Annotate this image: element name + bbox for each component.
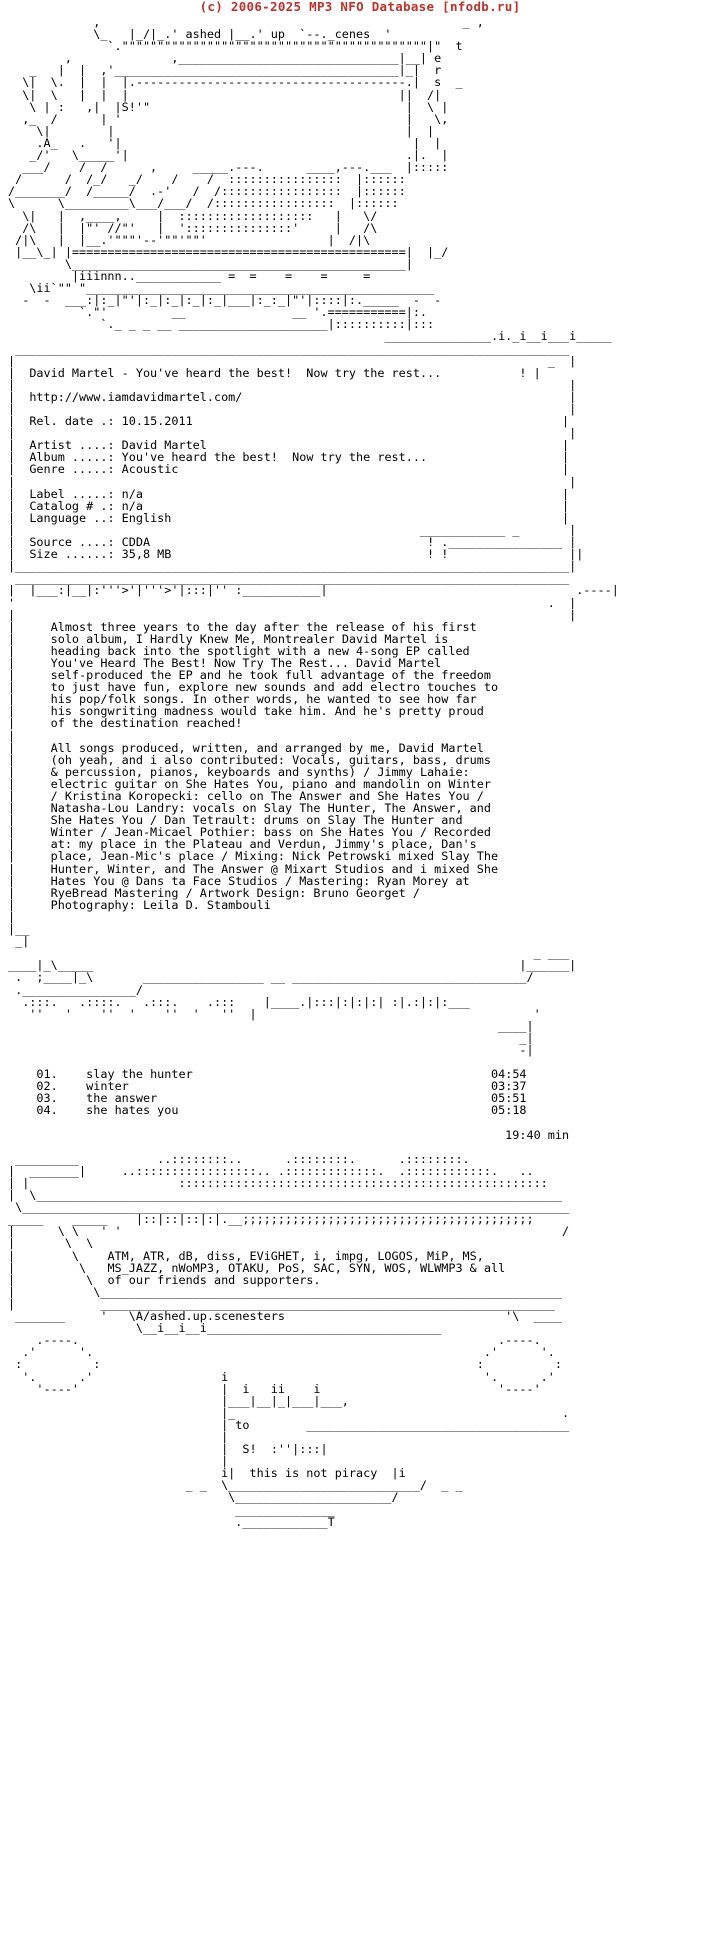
desc-line-7: his pop/folk songs. In other words, he wanted to see how far — [50, 692, 477, 707]
logo-line-23: \ii`"" "_________________________________________________ — [8, 281, 435, 296]
rel-date-label: Rel. date .: — [29, 414, 115, 429]
track-2-num: 02. — [36, 1079, 58, 1094]
track-1-time: 04:54 — [491, 1067, 527, 1082]
section-greets-art: |::|::|::|:|.__;;;;;;;;;;;;;;;;;;;;;;;;;;;;;;;;;;;;;;;;; — [135, 1212, 534, 1227]
desc-line-6: to just have fun, explore new sounds and add electro touches to — [50, 680, 499, 695]
catalog-label: Catalog # .: — [29, 498, 115, 513]
logo-line-12: _/' \_____'| .|. | — [8, 148, 449, 163]
greets-line-3: of our friends and supporters. — [107, 1272, 321, 1287]
logo-line-24: - - ___:|:_|"'|:_|:_|:_|:_|___|:_:_|"'|::::|:._____ - - — [8, 293, 442, 308]
nfo-document: , _ , \_ |_/|_.' ashed |__.' up `--._cenes ' `."""""""""""""""""""""""""""""""""""""""""""|" t , ,_______________________________|__| e _ | | ,'________________________________________|_| r \| \. | | |.--------------------------------------.| s _ \| \ | | | || /| \ | : ,| |S!'" | \ | ,_ / | ' | \, \| | | | .A_ . '| | | _/' \_____'| .|. | ___/ / / , _____.---. ____,---.___ |::::: / / /_/ _/ / / :::::::::::::::: |:::::: /_______/ /_____/ .-' / /::::::::::::::::: |:::::: \ \_________\___/___/ /::::::::::::::::: |:::::: \| | ,____, | ::::::::::::::::::: | \/ /\ | |"' //"' | ':::::::::::::::' | /\ /|\ | |__.'"""'--'""'""' | /|\ |__\_| |===============================================| |_/ \_______________________________________________| |iiinnn..____________ = = = = = \ii`"" "_________________________________________________ - - ___:|:_|"'|:_|:_|:_|:_|___|:_:_|"'|::::|:._____ - - `."' __ __ '.===========|:. `._ _ _ __ _____________________|::::::::::|::: _______________.i._i__i___i_____ ______________________________________________________________________________ | _ | | David Martel - You've heard the best! Now try the rest... ! | | | | http://www.iamdavidmartel.com/ | | | | Rel. date .: 10.15.2011 | | | | Artist ....: David Martel | | Album .....: You've heard the best! Now try the rest... | | Genre .....: Acoustic | | | | Label .....: n/a | | Catalog # .: n/a | | Language ..: English | | ____________ _ | | Source ....: CDDA ! .________________ | | Size ......: 35,8 MB ! ! || |______________________________________________________________________________| ______________________________________________________________________________ | |___:|__|:'''>'|'''>'|:::|'' :___________| .----| ' . | | | | Almost three years to the day after the release of his first | solo album, I Hardly Knew Me, Montrealer David Martel is | heading back into the spotlight with a new 4-song EP called | You've Heard The Best! Now Try The Rest... David Martel | self-produced the EP and he took full advantage of the freedom | to just have fun, explore new sounds and add electro touches to | his pop/folk songs. In other words, he wanted to see how far | his songwriting madness would take him. And he's pretty proud | of the destination reached! | | All songs produced, written, and arranged by me, David Martel | (oh yeah, and i also contributed: Vocals, guitars, bass, drums | & percussion, pianos, keyboards and synths) / Jimmy Lahaie: | electric guitar on She Hates You, piano and mandolin on Winter | / Kristina Koropecki: cello on The Answer and She Hates You / | Natasha-Lou Landry: vocals on Slay The Hunter, The Answer, and | She Hates You / Dan Tetrault: drums on Slay The Hunter and | Winter / Jean-Micael Pothier: bass on She Hates You / Recorded | at: my place in the Plateau and Verdun, Jimmy's place, Dan's | place, Jean-Mic's place / Mixing: Nick Petrowski mixed Slay The | Hunter, Winter, and The Answer @ Mixart Studios and i mixed She | Hates You @ Dans ta Face Studios / Mastering: Ryan Morey at | RyeBread Mastering / Artwork Design: Bruno Georget / | Photography: Leila D. Stambouli | |__ _| _ ___ ____|_\_____ |______| . ;____|_\ _________________ __ _________________________________/ .________________/ .:::. .::::. .:::. .::: |____.|:::|:|:|:| :|.:|:|:___ '' ' '' ' '' ' '' | ' ____| _| -| 01. slay the hunter 04:54 02. winter 03:37 03. the answer 05:51 04. she hates you 05:18 19:40 min _________ ..::::::::.. .::::::::. .::::::::. | _______| ..:::::::::::::::::.. .:::::::::::::. .::::::::::::. .. | | :::::::::::::::::::::::::::::::::::::::::::::::::::: | \__________________________________________________________________________ \_____________________________________________________________________________ _____ _____ |::|::|::|:|.__;;;;;;;;;;;;;;;;;;;;;;;;;;;;;;;;;;;;;;;;; | \ \ ' ' / | \ \ | \ ATM, ATR, dB, diss, EViGHET, i, impg, LOGOS, MiP, MS, | \ MS_JAZZ, nWoMP3, OTAKU, PoS, SAC, SYN, WOS, WLWMP3 & all | \ of our friends and supporters. | \_________________________________________________________________ | ________________________________________________________________ _______ ' \A/ashed.up.scenesters '\ ____ \__i__i__i_________________________________ .----. .----. .' '. .' '. : : : : '. .' i '. .' '----' | i ii i '----' |___|__|_|___|___, |_ . | to _____________________________________ | | S! :''|:::| | i| this is not piracy |i _ _ \___________________________/ _ _ \______________________/ ______________ .____________T — [8, 15, 619, 1529]
credits-line-7: She Hates You / Dan Tetrault: drums on Slay The Hunter and — [50, 813, 463, 828]
credits-line-10: place, Jean-Mic's place / Mixing: Nick Petrowski mixed Slay The — [50, 849, 499, 864]
credits-line-1: All songs produced, written, and arranged by me, David Martel — [50, 740, 484, 755]
footer-art-line: A/ashed.up.scenesters — [135, 1309, 285, 1324]
desc-line-5: self-produced the EP and he took full advantage of the freedom — [50, 668, 491, 683]
footer-to: to — [235, 1417, 250, 1432]
logo-line-4: , ,_______________________________|__| e — [8, 51, 442, 66]
desc-line-2: solo album, I Hardly Knew Me, Montrealer David Martel is — [50, 631, 449, 646]
artist-label: Artist ....: — [29, 438, 115, 453]
desc-line-4: You've Heard The Best! Now Try The Rest... David Martel — [50, 655, 442, 670]
logo-line-21: \_______________________________________________| — [8, 256, 413, 271]
track-2-time: 03:37 — [491, 1079, 527, 1094]
language-value: English — [121, 510, 172, 525]
credits-line-13: RyeBread Mastering / Artwork Design: Bruno Georget / — [50, 885, 420, 900]
credits-line-2: (oh yeah, and i also contributed: Vocals, guitars, bass, drums — [50, 752, 491, 767]
logo-line-9: ,_ / | ' | \, — [8, 111, 449, 126]
track-3-time: 05:51 — [491, 1091, 527, 1106]
credits-line-12: Hates You @ Dans ta Face Studios / Mastering: Ryan Morey at — [50, 873, 470, 888]
size-label: Size ......: — [29, 547, 115, 562]
desc-line-8: his songwriting madness would take him. And he's pretty proud — [50, 704, 484, 719]
logo-line-7: \| \ | | | || /| — [8, 87, 442, 102]
rel-date-value: 10.15.2011 — [121, 414, 193, 429]
credits-line-6: Natasha-Lou Landry: vocals on Slay The Hunter, The Answer, and — [50, 801, 491, 816]
genre-value: Acoustic — [121, 462, 179, 477]
track-4-num: 04. — [36, 1103, 58, 1118]
logo-line-18: /\ | |"' //"' | ':::::::::::::::' | /\ — [8, 220, 378, 235]
logo-line-5: _ | | ,'________________________________________|_| r — [8, 63, 442, 78]
nfodb-header: (c) 2006-2025 MP3 NFO Database [nfodb.ru] — [199, 0, 521, 14]
logo-line-11: .A_ . '| | | — [8, 135, 442, 150]
track-4-title: she hates you — [86, 1103, 179, 1118]
track-3-num: 03. — [36, 1091, 58, 1106]
logo-line-8: \ | : ,| |S!'" | \ | — [8, 99, 449, 114]
artist-value: David Martel — [121, 438, 207, 453]
logo-line-6: \| \. | | |.--------------------------------------.| s _ — [8, 75, 463, 90]
piracy-text: this is not piracy — [249, 1466, 378, 1481]
track-1-num: 01. — [36, 1067, 58, 1082]
desc-line-1: Almost three years to the day after the release of his first — [50, 619, 477, 634]
release-url: http://www.iamdavidmartel.com/ — [29, 389, 243, 404]
credits-line-14: Photography: Leila D. Stambouli — [50, 897, 271, 912]
logo-line-3: `."""""""""""""""""""""""""""""""""""""""""""|" t — [8, 39, 463, 54]
label-value: n/a — [121, 486, 143, 501]
track-4-time: 05:18 — [491, 1103, 527, 1118]
logo-line-15: /_______/ /_____/ .-' / /::::::::::::::::: |:::::: — [8, 184, 406, 199]
info-top-art: ___.i._i__i___i_____ — [469, 329, 612, 344]
genre-label: Genre .....: — [29, 462, 115, 477]
credits-line-8: Winter / Jean-Micael Pothier: bass on She Hates You / Recorded — [50, 825, 491, 840]
credits-line-5: / Kristina Koropecki: cello on The Answer and She Hates You / — [50, 789, 484, 803]
logo-line-16: \ \_________\___/___/ /::::::::::::::::: |:::::: — [8, 196, 399, 211]
logo-line-14: / / /_/ _/ / / :::::::::::::::: |:::::: — [8, 172, 406, 187]
catalog-value: n/a — [121, 498, 143, 513]
greets-line-1: ATM, ATR, dB, diss, EViGHET, i, impg, LOGOS, MiP, MS, — [107, 1248, 484, 1263]
release-title-line: David Martel - You've heard the best! Now try the rest... — [29, 365, 442, 380]
logo-line-17: \| | ,____, | ::::::::::::::::::: | \/ — [8, 208, 378, 223]
logo-line-20: |__\_| |===============================================| |_/ — [8, 244, 449, 259]
logo-line-25: `."' __ __ '.===========|:. — [8, 305, 428, 320]
logo-line-2: \_ |_/|_.' ashed |__.' up `--._cenes ' — [8, 27, 392, 42]
logo-line-19: /|\ | |__.'"""'--'""'""' | /|\ — [8, 232, 371, 247]
source-label: Source ....: — [29, 535, 115, 550]
track-2-title: winter — [86, 1079, 129, 1094]
logo-line-10: \| | | | — [8, 123, 435, 138]
logo-line-13: ___/ / / , _____.---. ____,---.___ |::::: — [8, 160, 449, 175]
credits-line-9: at: my place in the Plateau and Verdun, Jimmy's place, Dan's — [50, 837, 477, 852]
section-songs-art: |____.|:::|:|:|:| :|.:|:|:___ — [263, 994, 470, 1009]
desc-line-9: of the destination reached! — [50, 716, 243, 731]
logo-line-26: `._ _ _ __ _____________________|::::::::::|::: — [8, 317, 435, 332]
size-value: 35,8 MB — [121, 547, 172, 562]
logo-line-1: , _ , — [8, 15, 484, 29]
album-label: Album .....: — [29, 450, 115, 465]
desc-line-3: heading back into the spotlight with a new 4-song EP called — [50, 643, 470, 658]
logo-line-22: |iiinnn..____________ = = = = = — [8, 268, 371, 283]
language-label: Language ..: — [29, 510, 115, 525]
track-1-title: slay the hunter — [86, 1067, 193, 1082]
label-label: Label .....: — [29, 486, 115, 501]
credits-line-3: & percussion, pianos, keyboards and synths) / Jimmy Lahaie: — [50, 764, 470, 779]
source-value: CDDA — [121, 535, 151, 550]
section-title-art: |___:|__|:'''>'|'''>'|:::|'' :___________| — [29, 583, 328, 598]
greets-line-2: MS_JAZZ, nWoMP3, OTAKU, PoS, SAC, SYN, WOS, WLWMP3 & all — [107, 1260, 506, 1275]
credits-line-11: Hunter, Winter, and The Answer @ Mixart Studios and i mixed She — [50, 861, 499, 876]
footer-sig: S! — [242, 1442, 257, 1457]
album-value: You've heard the best! Now try the rest... — [121, 450, 428, 465]
track-3-title: the answer — [86, 1091, 158, 1106]
total-time: 19:40 min — [505, 1127, 570, 1142]
credits-line-4: electric guitar on She Hates You, piano and mandolin on Winter — [50, 776, 491, 791]
